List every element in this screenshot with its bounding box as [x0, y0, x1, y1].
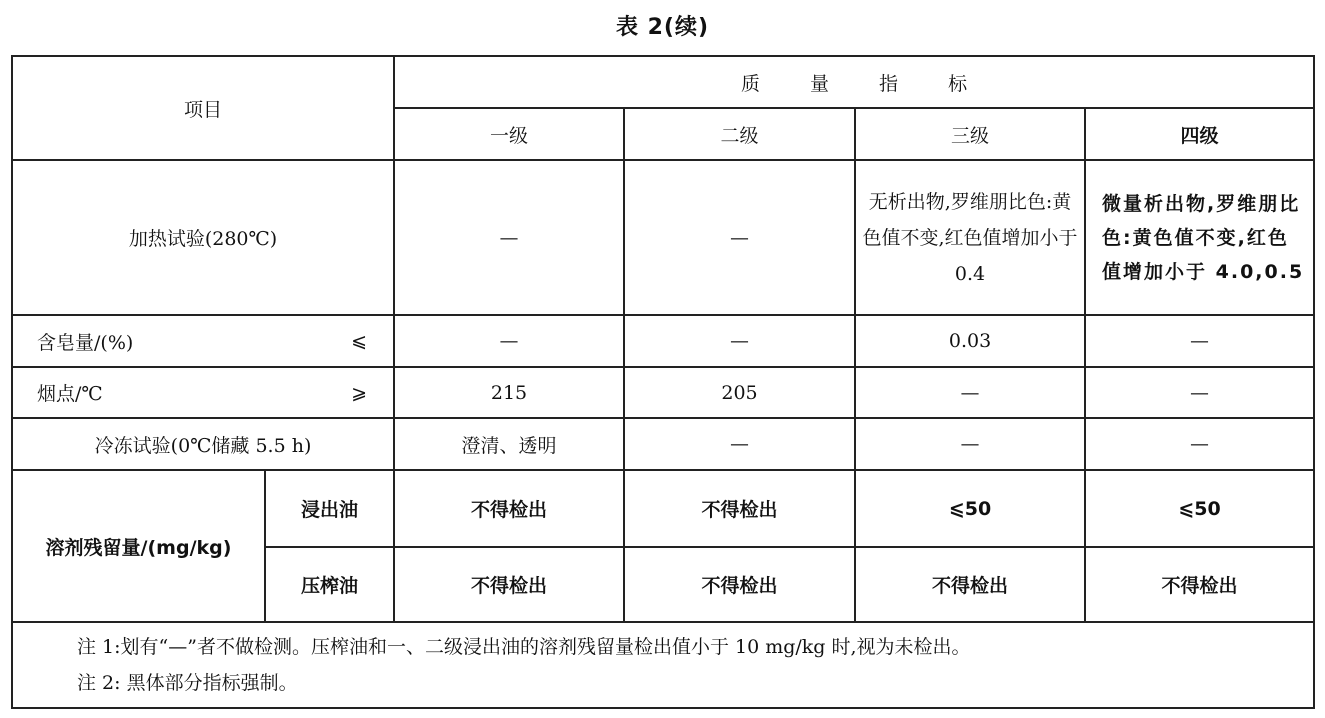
less-equal-symbol: ⩽: [351, 330, 368, 352]
quality-header-cell: [394, 56, 1314, 108]
heating-grade1: —: [394, 160, 624, 315]
pressed-grade1: 不得检出: [394, 547, 624, 622]
smoke-grade1: 215: [394, 367, 624, 418]
leached-oil-label: 浸出油: [265, 470, 394, 547]
smoke-grade2: 205: [624, 367, 855, 418]
pressed-grade3: 不得检出: [855, 547, 1085, 622]
grade-header-2: 二级: [624, 108, 855, 160]
smoke-point-row: [12, 367, 1314, 418]
leached-grade3: ⩽50: [855, 470, 1085, 547]
heating-grade3: 无析出物,罗维朋比色:黄色值不变,红色值增加小于 0.4: [855, 160, 1085, 315]
greater-equal-symbol: ⩾: [351, 381, 368, 404]
soap-grade4: —: [1085, 315, 1314, 367]
grade-header-4: 四级: [1085, 108, 1314, 160]
soap-grade1: —: [394, 315, 624, 367]
solvent-residue-label: 溶剂残留量/(mg/kg): [12, 470, 265, 622]
heating-test-label: 加热试验(280℃): [12, 160, 394, 315]
note-1: 注 1:划有“—”者不做检测。压榨油和一、二级浸出油的溶剂残留量检出值小于 10 mg/kg 时,视为未检出。: [77, 636, 971, 658]
leached-grade2: 不得检出: [624, 470, 855, 547]
quality-header-label: 质 量 指 标: [740, 72, 990, 95]
cold-test-row: [12, 418, 1314, 470]
quality-spec-table: [11, 55, 1315, 709]
item-header-label: 项目: [184, 98, 223, 121]
cold-grade2: —: [624, 418, 855, 470]
cold-grade1: 澄清、透明: [394, 418, 624, 470]
soap-grade3: 0.03: [855, 315, 1085, 367]
table-caption: 表 2(续): [615, 15, 710, 40]
soap-grade2: —: [624, 315, 855, 367]
heating-grade4: 微量析出物,罗维朋比色:黄色值不变,红色值增加小于 4.0,0.5: [1085, 160, 1314, 315]
heating-grade2: —: [624, 160, 855, 315]
smoke-grade3: —: [855, 367, 1085, 418]
leached-grade1: 不得检出: [394, 470, 624, 547]
heating-test-row: [12, 160, 1314, 315]
pressed-oil-label: 压榨油: [265, 547, 394, 622]
header-row-1: [12, 56, 1314, 108]
pressed-grade2: 不得检出: [624, 547, 855, 622]
pressed-grade4: 不得检出: [1085, 547, 1314, 622]
smoke-grade4: —: [1085, 367, 1314, 418]
note-2: 注 2: 黑体部分指标强制。: [77, 672, 298, 694]
notes-row: [12, 622, 1314, 708]
smoke-point-label: 烟点/℃: [37, 383, 103, 405]
smoke-point-label-cell: [12, 367, 394, 418]
notes-cell: [12, 622, 1314, 708]
soap-content-row: [12, 315, 1314, 367]
grade-header-1: 一级: [394, 108, 624, 160]
soap-content-label-cell: [12, 315, 394, 367]
solvent-leached-row: [12, 470, 1314, 547]
cold-grade3: —: [855, 418, 1085, 470]
cold-grade4: —: [1085, 418, 1314, 470]
item-header-cell: [12, 56, 394, 160]
grade-header-3: 三级: [855, 108, 1085, 160]
leached-grade4: ⩽50: [1085, 470, 1314, 547]
soap-content-label: 含皂量/(%): [37, 331, 134, 354]
cold-test-label: 冷冻试验(0℃储藏 5.5 h): [12, 418, 394, 470]
